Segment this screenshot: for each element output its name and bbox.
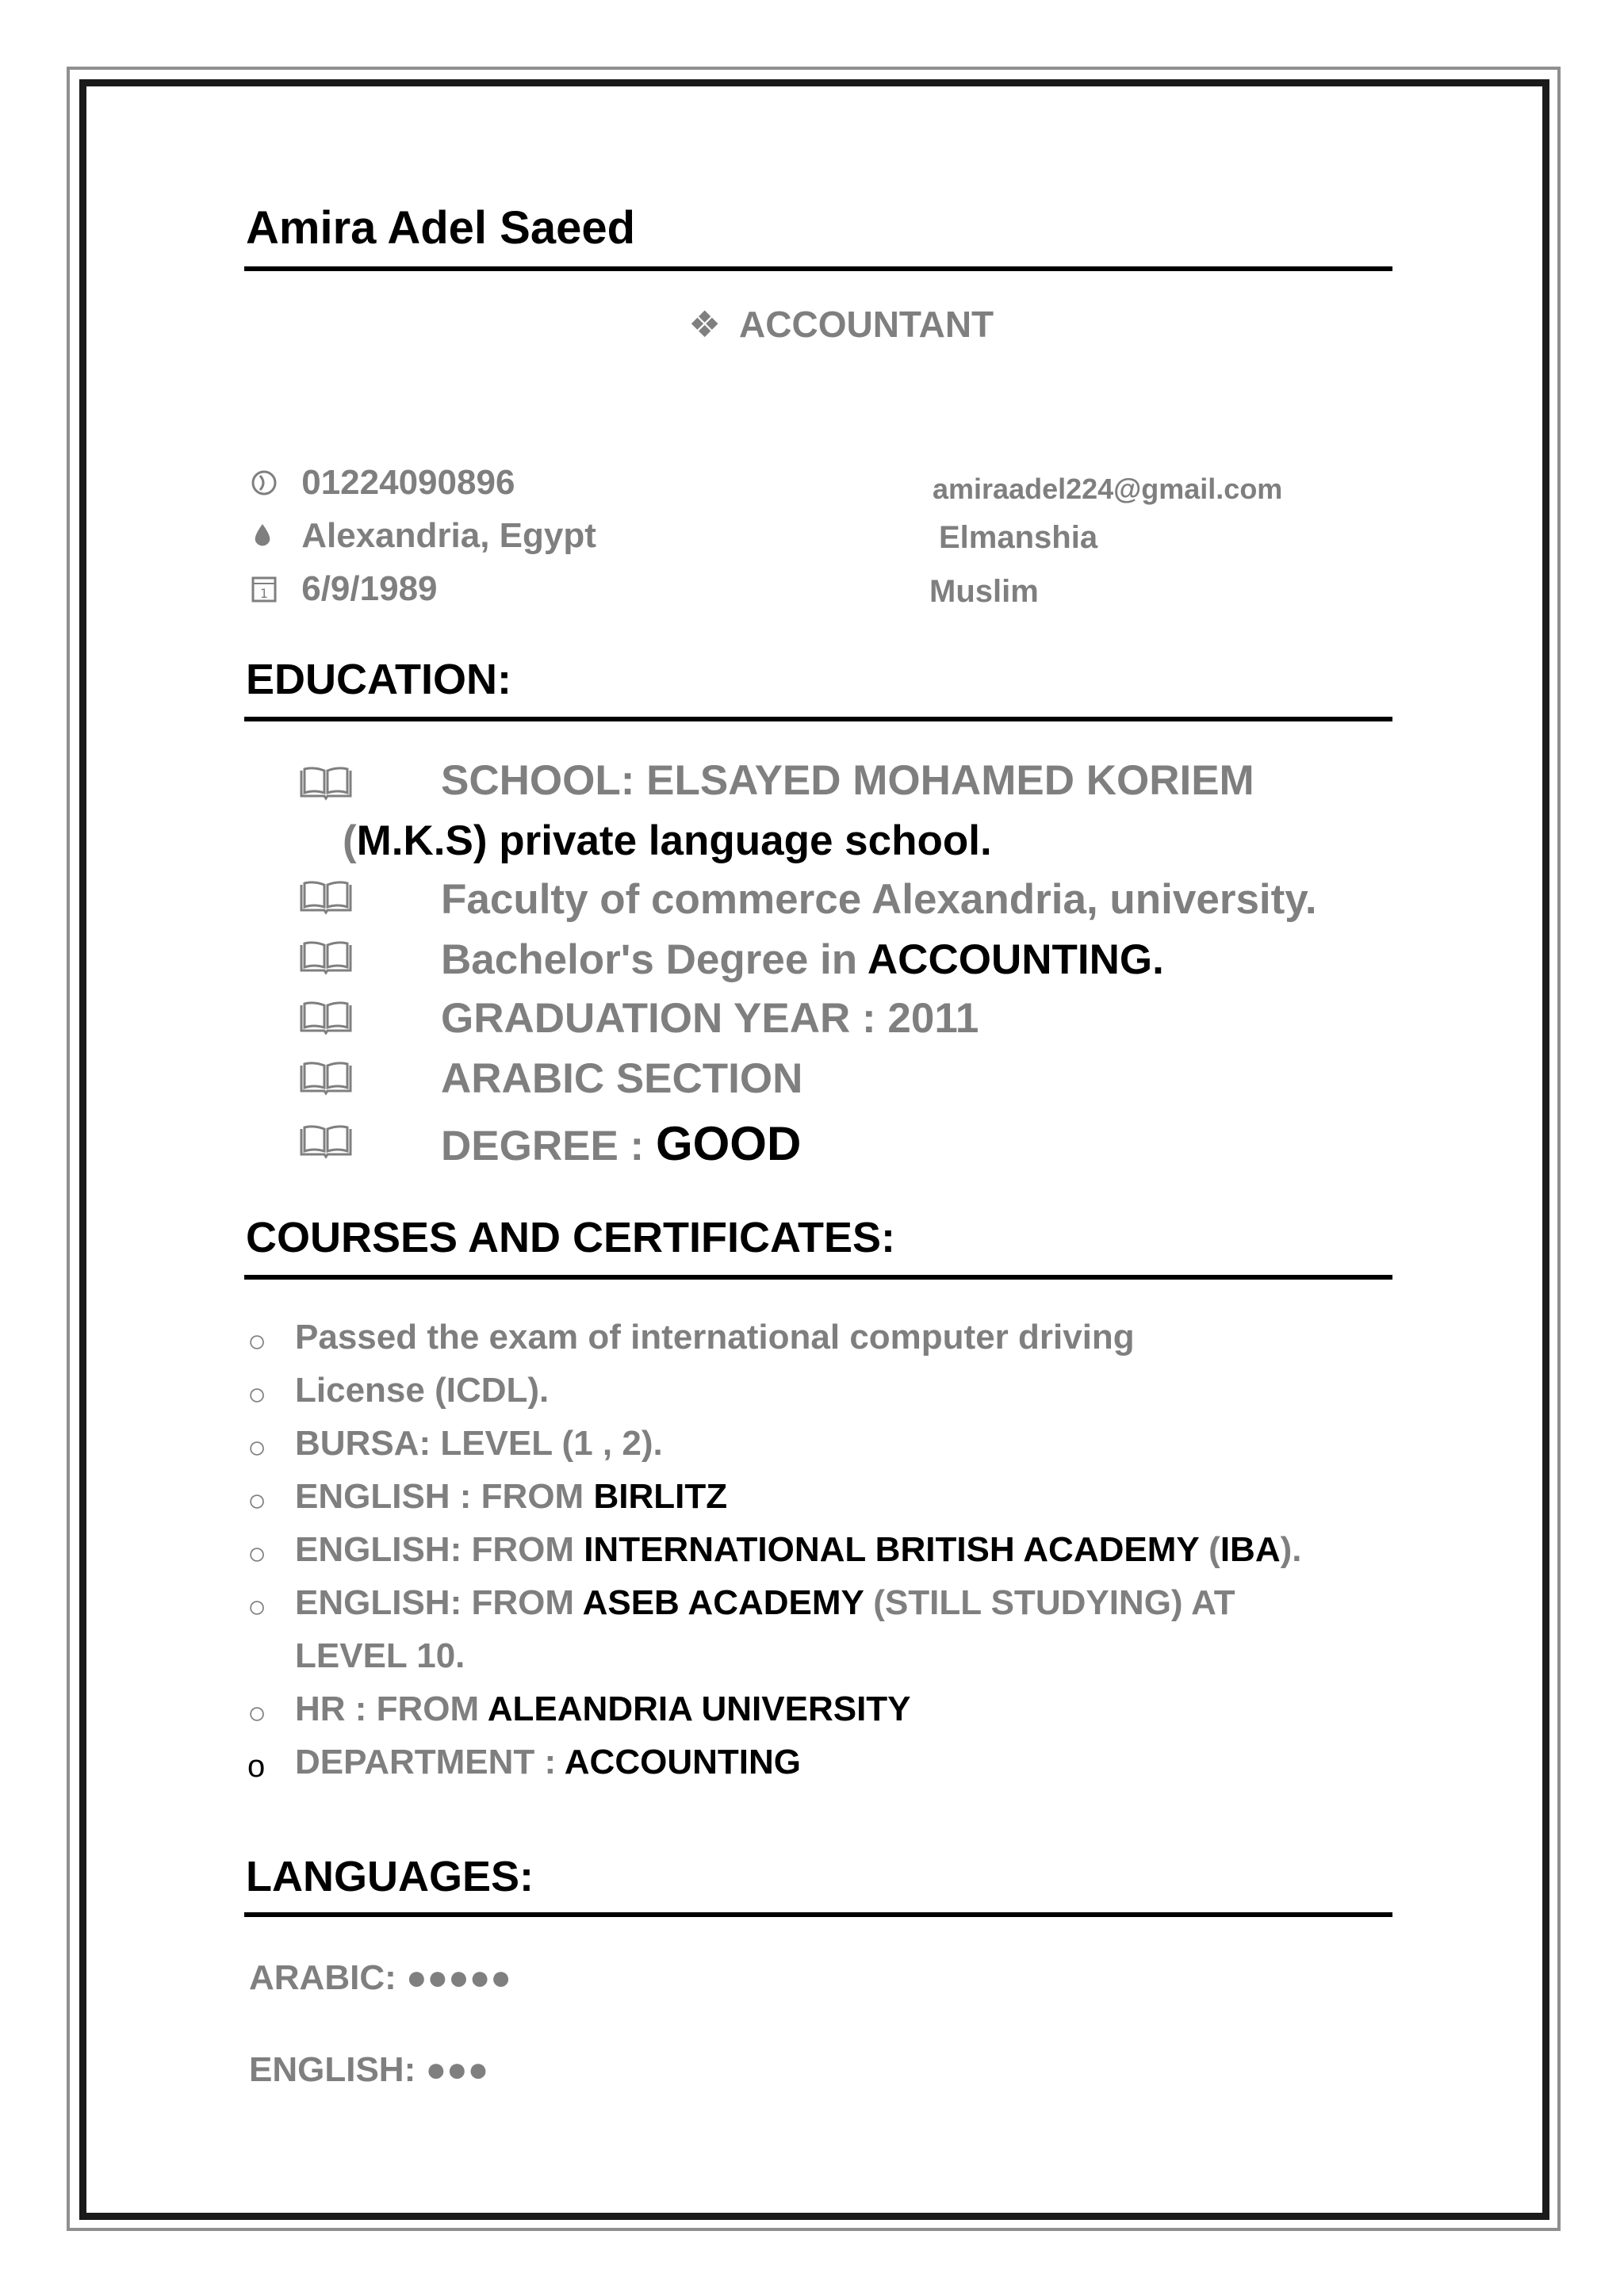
book-icon: [298, 1061, 354, 1096]
school-paren: (: [343, 817, 357, 864]
course-paren-open: (: [1198, 1530, 1220, 1569]
course-institution: BIRLITZ: [593, 1477, 728, 1516]
candidate-name: Amira Adel Saeed: [246, 202, 636, 254]
grade-prefix: DEGREE :: [441, 1123, 656, 1169]
svg-text:1: 1: [259, 586, 269, 601]
birthdate-text: 6/9/1989: [301, 569, 438, 608]
job-title: ACCOUNTANT: [739, 304, 994, 345]
courses-underline: [244, 1275, 1392, 1280]
course-institution: ALEANDRIA UNIVERSITY: [487, 1689, 911, 1728]
course-paren-close: ).: [1280, 1530, 1302, 1569]
course-source-label: ENGLISH : FROM: [295, 1477, 594, 1516]
list-bullet: ○: [247, 1324, 267, 1359]
school-name-rest: M.K.S) private language school.: [356, 817, 992, 864]
list-bullet: ○: [247, 1696, 267, 1731]
course-item: [295, 1530, 1301, 1570]
book-icon: [298, 940, 354, 975]
education-faculty: Faculty of commerce Alexandria, university.: [441, 876, 1317, 923]
location-text: Alexandria, Egypt: [301, 516, 596, 555]
location-drop-icon: [251, 516, 285, 556]
language-english: [249, 2050, 488, 2090]
degree-major: ACCOUNTING.: [867, 936, 1164, 983]
education-school-line1: SCHOOL: ELSAYED MOHAMED KORIEM: [441, 757, 1254, 804]
education-school-line2: [343, 817, 992, 865]
course-institution: ACCOUNTING: [564, 1743, 801, 1781]
email-text: amiraadel224@gmail.com: [933, 473, 1283, 505]
phone-number: 01224090896: [301, 463, 515, 502]
education-section: ARABIC SECTION: [441, 1055, 803, 1102]
diamond-icon: ❖: [688, 304, 722, 345]
degree-prefix: Bachelor's Degree in: [441, 936, 868, 983]
languages-heading: LANGUAGES:: [246, 1853, 534, 1900]
education-heading: EDUCATION:: [246, 656, 511, 703]
list-bullet: ○: [247, 1377, 267, 1412]
course-item: License (ICDL).: [295, 1371, 550, 1410]
list-bullet: ○: [247, 1536, 267, 1571]
course-item: [295, 1583, 1235, 1623]
book-icon: [298, 1001, 354, 1035]
job-title-line: [688, 303, 994, 346]
courses-heading: COURSES AND CERTIFICATES:: [246, 1214, 896, 1261]
course-item: Passed the exam of international computer driving: [295, 1318, 1135, 1357]
list-bullet: o: [247, 1749, 266, 1784]
location-line: [251, 516, 596, 556]
course-institution: INTERNATIONAL BRITISH ACADEMY: [584, 1530, 1199, 1569]
list-bullet: ○: [247, 1430, 267, 1465]
course-item: [295, 1689, 911, 1729]
district-text: Elmanshia: [939, 520, 1098, 555]
religion-text: Muslim: [929, 574, 1039, 609]
education-underline: [244, 717, 1392, 721]
list-bullet: ○: [247, 1483, 267, 1518]
book-icon: [298, 766, 354, 801]
language-rating: ●●●●●: [405, 1958, 511, 1997]
calendar-icon: [251, 569, 285, 609]
name-underline: [244, 266, 1392, 271]
course-status: (STILL STUDYING) AT: [864, 1583, 1235, 1622]
course-item-continued: LEVEL 10.: [295, 1636, 465, 1675]
course-item: [295, 1477, 727, 1517]
phone-icon: [251, 463, 285, 503]
course-item: [295, 1743, 801, 1782]
birthdate-line: [251, 569, 438, 609]
list-bullet: ○: [247, 1590, 267, 1624]
course-source-label: DEPARTMENT :: [295, 1743, 565, 1781]
course-source-label: ENGLISH: FROM: [295, 1583, 583, 1622]
education-graduation: GRADUATION YEAR : 2011: [441, 995, 979, 1042]
language-label: ENGLISH:: [249, 2050, 426, 2089]
book-icon: [298, 880, 354, 915]
language-label: ARABIC:: [249, 1958, 406, 1997]
course-source-label: HR : FROM: [295, 1689, 488, 1728]
phone-line: [251, 463, 515, 503]
language-arabic: [249, 1958, 511, 1998]
course-abbrev: IBA: [1220, 1530, 1281, 1569]
course-source-label: ENGLISH: FROM: [295, 1530, 584, 1569]
languages-underline: [244, 1912, 1392, 1917]
education-grade: [441, 1116, 801, 1171]
education-degree: [441, 936, 1164, 984]
course-item: BURSA: LEVEL (1 , 2).: [295, 1424, 663, 1463]
book-icon: [298, 1124, 354, 1159]
grade-value: GOOD: [655, 1117, 802, 1170]
course-institution: ASEB ACADEMY: [582, 1583, 864, 1622]
language-rating: ●●●: [425, 2050, 489, 2089]
